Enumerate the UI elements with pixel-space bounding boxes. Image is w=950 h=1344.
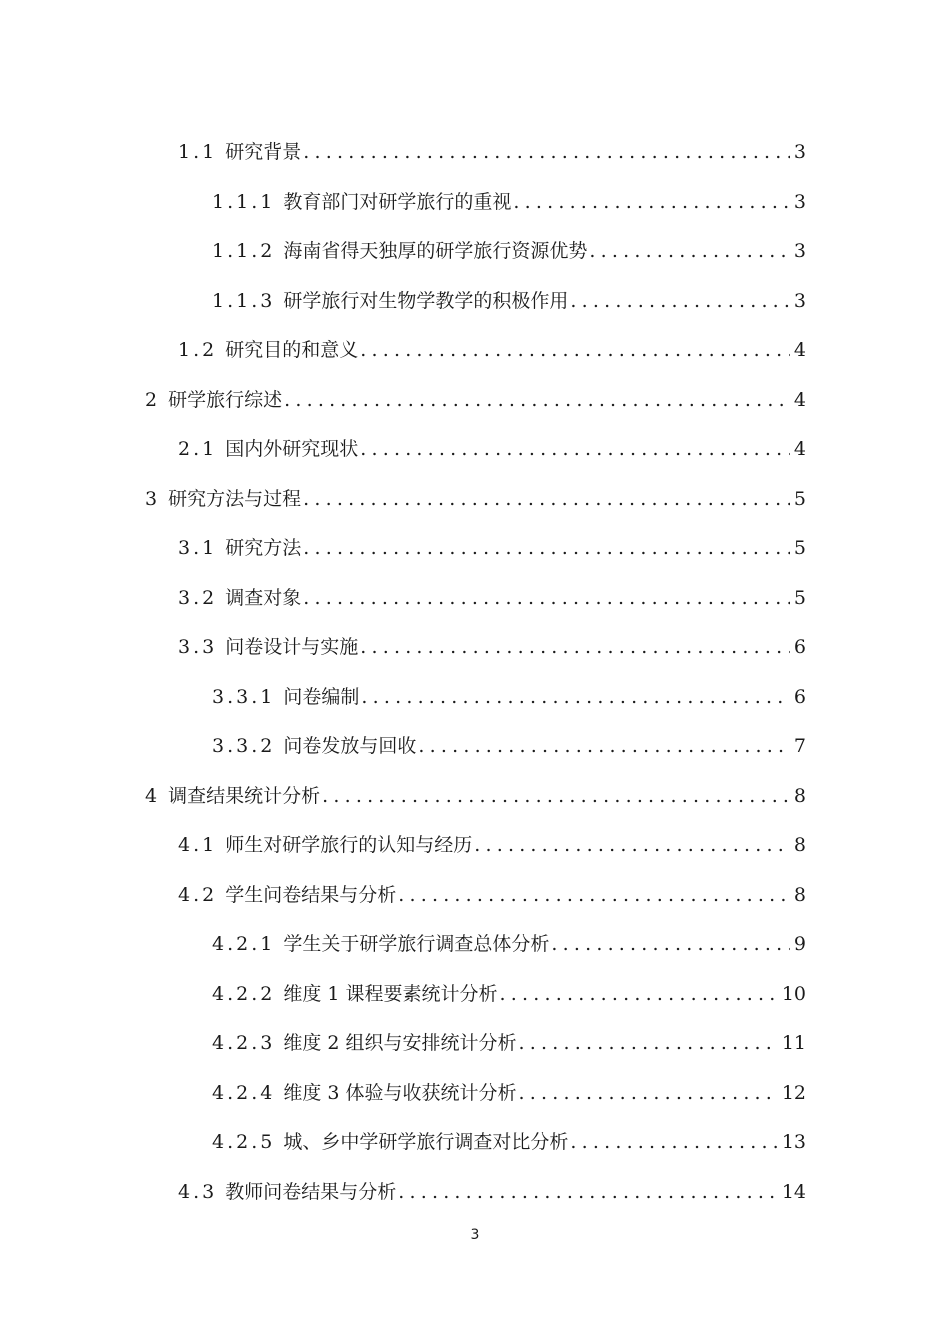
toc-entry (212, 1120, 806, 1164)
page-number: 3 (470, 1227, 480, 1243)
toc-entry-page: 7 (793, 735, 806, 757)
toc-entry-number: 3.3.1 (212, 685, 276, 708)
toc-entry-title: 学生问卷结果与分析 (225, 883, 397, 906)
toc-dot-leader (418, 724, 790, 768)
toc-entry-page: 3 (793, 190, 806, 213)
toc-entry (212, 229, 806, 273)
toc-entry (145, 774, 806, 818)
toc-entry-title: 研学旅行综述 (168, 388, 283, 411)
toc-entry-page: 13 (781, 1131, 806, 1153)
toc-entry-title: 国内外研究现状 (225, 438, 359, 460)
toc-dot-leader (398, 873, 790, 917)
toc-entry-number: 4.3 (178, 1180, 218, 1203)
toc-entry-page: 4 (793, 339, 806, 361)
toc-entry-number: 3.3.2 (212, 735, 276, 757)
toc-entry (178, 625, 806, 669)
toc-entry-page: 14 (781, 1180, 806, 1203)
toc-dot-leader (303, 130, 790, 174)
toc-entry (178, 427, 806, 471)
toc-entry (212, 922, 806, 966)
toc-entry-page: 5 (793, 537, 806, 559)
toc-entry-title: 海南省得天独厚的研学旅行资源优势 (283, 240, 588, 262)
toc-entry-page: 3 (793, 141, 806, 163)
toc-entry-page: 6 (793, 685, 806, 708)
toc-entry-page: 5 (793, 586, 806, 609)
toc-dot-leader (360, 625, 790, 669)
toc-dot-leader (398, 1170, 778, 1214)
toc-entry-page: 11 (781, 1032, 806, 1054)
toc-entry-title: 研究方法 (225, 537, 302, 559)
toc-entry-title: 维度 3 体验与收获统计分析 (283, 1081, 517, 1104)
toc-entry-number: 3 (145, 487, 161, 510)
toc-entry (212, 279, 806, 323)
toc-dot-leader (303, 576, 790, 620)
toc-dot-leader (303, 477, 790, 521)
toc-entry-title: 研究目的和意义 (225, 339, 359, 361)
toc-entry (212, 180, 806, 224)
toc-dot-leader (500, 972, 778, 1016)
toc-entry-title: 维度 2 组织与安排统计分析 (283, 1032, 517, 1054)
toc-entry-page: 12 (781, 1081, 806, 1104)
toc-entry-number: 1.1.3 (212, 289, 276, 312)
toc-dot-leader (284, 378, 790, 422)
toc-entry-page: 8 (793, 834, 806, 856)
toc-entry-number: 3.2 (178, 586, 218, 609)
toc-dot-leader (570, 279, 790, 323)
toc-entry-number: 4.2.4 (212, 1081, 276, 1104)
toc-entry-number: 4.2.2 (212, 982, 276, 1005)
toc-dot-leader (519, 1021, 778, 1065)
toc-entry (145, 378, 806, 422)
toc-entry-number: 2 (145, 388, 161, 411)
toc-dot-leader (303, 526, 790, 570)
toc-dot-leader (513, 180, 790, 224)
toc-entry-title: 学生关于研学旅行调查总体分析 (283, 933, 550, 955)
toc-entry-title: 调查结果统计分析 (168, 784, 321, 807)
toc-dot-leader (322, 774, 790, 818)
toc-entry-number: 4.1 (178, 834, 218, 856)
toc-entry (212, 972, 806, 1016)
toc-entry-number: 4 (145, 784, 161, 807)
toc-entry-number: 4.2.3 (212, 1032, 276, 1054)
toc-dot-leader (360, 427, 790, 471)
toc-entry-page: 10 (781, 982, 806, 1005)
toc-entry (178, 1170, 806, 1214)
toc-entry (178, 823, 806, 867)
toc-entry-number: 3.3 (178, 636, 218, 658)
toc-entry-page: 8 (793, 883, 806, 906)
toc-entry-title: 研究背景 (225, 141, 302, 163)
toc-entry-number: 2.1 (178, 438, 218, 460)
toc-entry-title: 研究方法与过程 (168, 487, 302, 510)
toc-entry-page: 3 (793, 240, 806, 262)
toc-entry-number: 1.1.2 (212, 240, 276, 262)
toc-entry (178, 328, 806, 372)
toc-entry-title: 问卷设计与实施 (225, 636, 359, 658)
toc-dot-leader (474, 823, 790, 867)
toc-entry-number: 4.2 (178, 883, 218, 906)
toc-entry-number: 3.1 (178, 537, 218, 559)
toc-entry (178, 576, 806, 620)
toc-entry (212, 1021, 806, 1065)
toc-entry (178, 526, 806, 570)
toc-entry-page: 4 (793, 388, 806, 411)
toc-entry-title: 问卷编制 (283, 685, 360, 708)
toc-entry-number: 1.1 (178, 141, 218, 163)
toc-entry-page: 5 (793, 487, 806, 510)
toc-entry (178, 130, 806, 174)
toc-entry-page: 6 (793, 636, 806, 658)
toc-entry (212, 724, 806, 768)
toc-entry-title: 维度 1 课程要素统计分析 (283, 982, 498, 1005)
toc-entry-page: 3 (793, 289, 806, 312)
toc-entry-number: 4.2.1 (212, 933, 276, 955)
toc-dot-leader (589, 229, 790, 273)
toc-entry (178, 873, 806, 917)
toc-entry-page: 9 (793, 933, 806, 955)
toc-dot-leader (519, 1071, 778, 1115)
toc-entry-number: 1.2 (178, 339, 218, 361)
toc-entry-title: 调查对象 (225, 586, 302, 609)
toc-dot-leader (361, 675, 790, 719)
toc-entry (212, 1071, 806, 1115)
toc-entry-page: 8 (793, 784, 806, 807)
toc-entry-title: 教师问卷结果与分析 (225, 1180, 397, 1203)
toc-entry-number: 1.1.1 (212, 190, 276, 213)
toc-entry-title: 问卷发放与回收 (283, 735, 417, 757)
toc-entry-title: 城、乡中学研学旅行调查对比分析 (283, 1131, 569, 1153)
toc-entry-title: 师生对研学旅行的认知与经历 (225, 834, 473, 856)
toc-dot-leader (360, 328, 790, 372)
toc-dot-leader (570, 1120, 777, 1164)
toc-entry (145, 477, 806, 521)
toc-entry-title: 教育部门对研学旅行的重视 (283, 190, 512, 213)
toc-entry-page: 4 (793, 438, 806, 460)
toc-entry-number: 4.2.5 (212, 1131, 276, 1153)
toc-entry-title: 研学旅行对生物学教学的积极作用 (283, 289, 569, 312)
toc-dot-leader (551, 922, 790, 966)
toc-entry (212, 675, 806, 719)
